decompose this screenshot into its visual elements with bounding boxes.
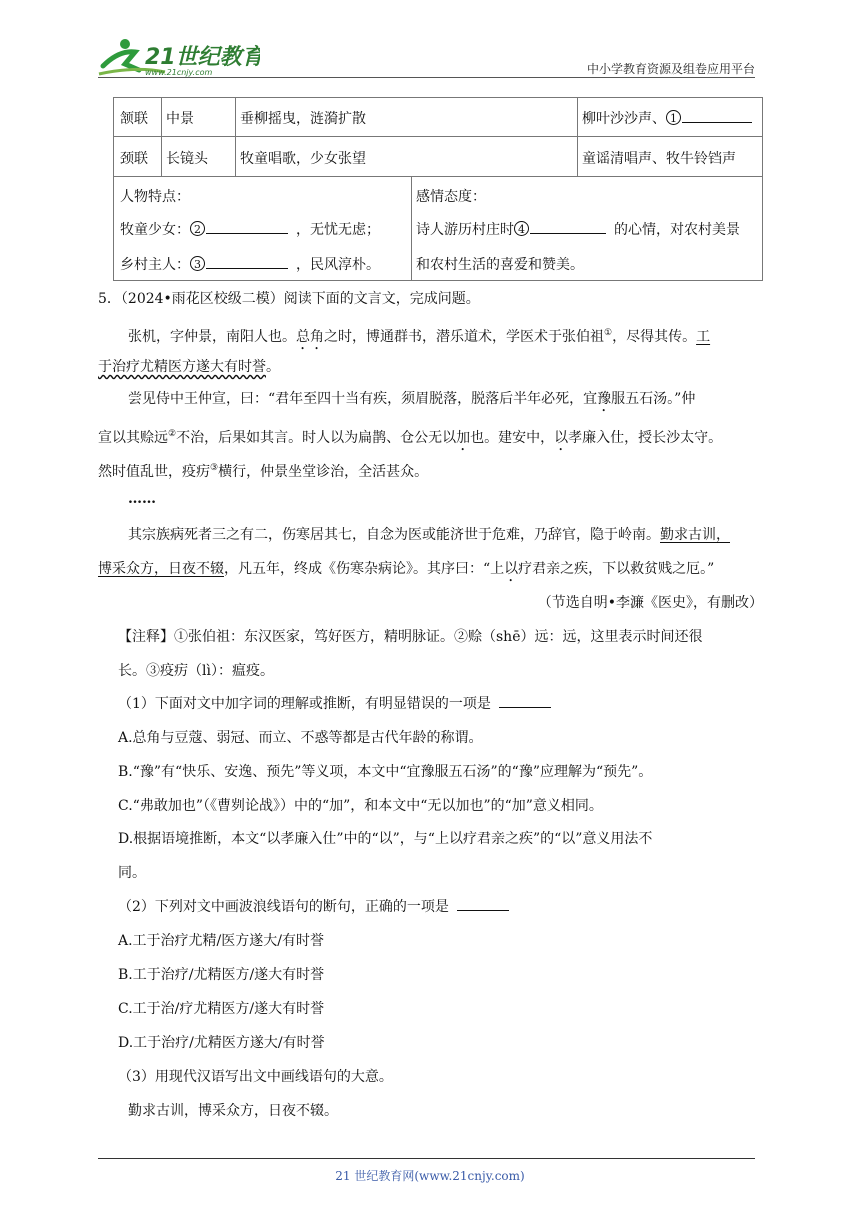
row2-col4: 童谣清唱声、牧牛铃铛声 bbox=[582, 151, 736, 167]
notes-line-2: 长。③疫疠（lì）：瘟疫。 bbox=[118, 663, 274, 679]
circle-number: 1 bbox=[666, 110, 681, 125]
site-logo bbox=[95, 36, 260, 78]
header-divider bbox=[98, 77, 755, 78]
footer-divider bbox=[98, 1158, 755, 1159]
sub1-option-d: D.根据语境推断，本文“以孝廉入仕”中的“以”，与“上以疗君亲之疾”的“以”意义用法不 bbox=[118, 831, 653, 847]
passage-line-5: 然时值乱世，疫疠③横行，仲景坐堂诊治，全活甚众。 bbox=[98, 463, 429, 480]
logo-text: 21世纪教育 bbox=[145, 45, 260, 70]
question-intro: 5．（2024•雨花区校级二模）阅读下面的文言文，完成问题。 bbox=[98, 291, 480, 307]
logo-url: www.21cnjy.com bbox=[145, 68, 213, 77]
ellipsis: …… bbox=[128, 491, 156, 507]
emotion-line-2: 和农村生活的喜爱和赞美。 bbox=[416, 257, 584, 273]
sub1-option-d-cont: 同。 bbox=[118, 865, 146, 881]
notes-line-1: 【注释】①张伯祖：东汉医家，笃好医方，精明脉证。②赊（shē）远：远，这里表示时间还很 bbox=[118, 629, 703, 645]
row1-col2: 中景 bbox=[166, 111, 194, 127]
row1-col3: 垂柳摇曳，涟漪扩散 bbox=[240, 111, 366, 127]
sub1-option-a: A.总角与豆蔻、弱冠、而立、不惑等都是古代年龄的称谓。 bbox=[118, 730, 483, 746]
character-title: 人物特点： bbox=[120, 189, 190, 205]
passage-line-1: 张机，字仲景，南阳人也。总角之时，博通群书，潜乐道术，学医术于张伯祖①，尽得其传。工 bbox=[128, 328, 711, 345]
passage-source: （节选自明•李濂《医史》，有删改） bbox=[537, 595, 763, 611]
sub2-option-c: C.工于治/疗尤精医方/遂大有时誉 bbox=[118, 1001, 325, 1017]
sub-question-2: （2）下列对文中画波浪线语句的断句，正确的一项是 bbox=[98, 897, 763, 917]
passage-line-4: 宣以其赊远②不治，后果如其言。时人以为扁鹊、仓公无以加也。建安中，以孝廉入仕，授长沙太守。 bbox=[98, 429, 723, 446]
sub-question-1: （1）下面对文中加字词的理解或推断，有明显错误的一项是 bbox=[98, 694, 763, 714]
sub-question-3: （3）用现代汉语写出文中画线语句的大意。 bbox=[118, 1069, 393, 1085]
row1-col4: 柳叶沙沙声、 1 bbox=[582, 108, 752, 128]
sub1-option-b: B.“豫”有“快乐、安逸、预先”等义项，本文中“宜豫服五石汤”的“豫”应理解为“预先”。 bbox=[118, 764, 653, 780]
emotion-line-1: 诗人游历村庄时 4 的心情，对农村美景 bbox=[416, 219, 740, 239]
passage-line-3: 尝见侍中王仲宣，曰：“君年至四十当有疾，须眉脱落，脱落后半年必死，宜豫服五石汤。”仲 bbox=[128, 391, 696, 407]
sub2-option-d: D.工于治疗/尤精医方遂大/有时誉 bbox=[118, 1035, 325, 1051]
row2-col1: 颈联 bbox=[120, 151, 148, 167]
row1-col1: 颔联 bbox=[120, 111, 148, 127]
platform-name: 中小学教育资源及组卷应用平台 bbox=[586, 62, 755, 76]
passage-line-6: 其宗族病死者三之有二，伤寒居其七，自念为医或能济世于危难，乃辞官，隐于岭南。勤求古训， bbox=[128, 527, 730, 543]
character-line-1: 牧童少女： 2 ，无忧无虑； bbox=[120, 219, 380, 239]
passage-line-7: 博采众方，日夜不辍，凡五年，终成《伤寒杂病论》。其序曰：“上以疗君亲之疾，下以救贫贱之厄。” bbox=[98, 561, 715, 577]
emotion-title: 感情态度： bbox=[416, 189, 486, 205]
footer-text: 21 世纪教育网(www.21cnjy.com) bbox=[335, 1169, 525, 1183]
character-line-2: 乡村主人： 3 ，民风淳朴。 bbox=[120, 254, 380, 274]
sub2-option-b: B.工于治疗/尤精医方/遂大有时誉 bbox=[118, 967, 325, 983]
row2-col3: 牧童唱歌，少女张望 bbox=[240, 151, 366, 167]
sub2-option-a: A.工于治疗尤精/医方遂大/有时誉 bbox=[118, 933, 324, 949]
row2-col2: 长镜头 bbox=[166, 151, 208, 167]
sub1-option-c: C.“弗敢加也”（《曹刿论战》）中的“加”，和本文中“无以加也”的“加”意义相同。 bbox=[118, 798, 603, 814]
analysis-table bbox=[113, 97, 763, 281]
sub3-sentence: 勤求古训，博采众方，日夜不辍。 bbox=[128, 1103, 338, 1119]
passage-line-2: 于治疗尤精医方遂大有时誉。 bbox=[98, 359, 280, 375]
